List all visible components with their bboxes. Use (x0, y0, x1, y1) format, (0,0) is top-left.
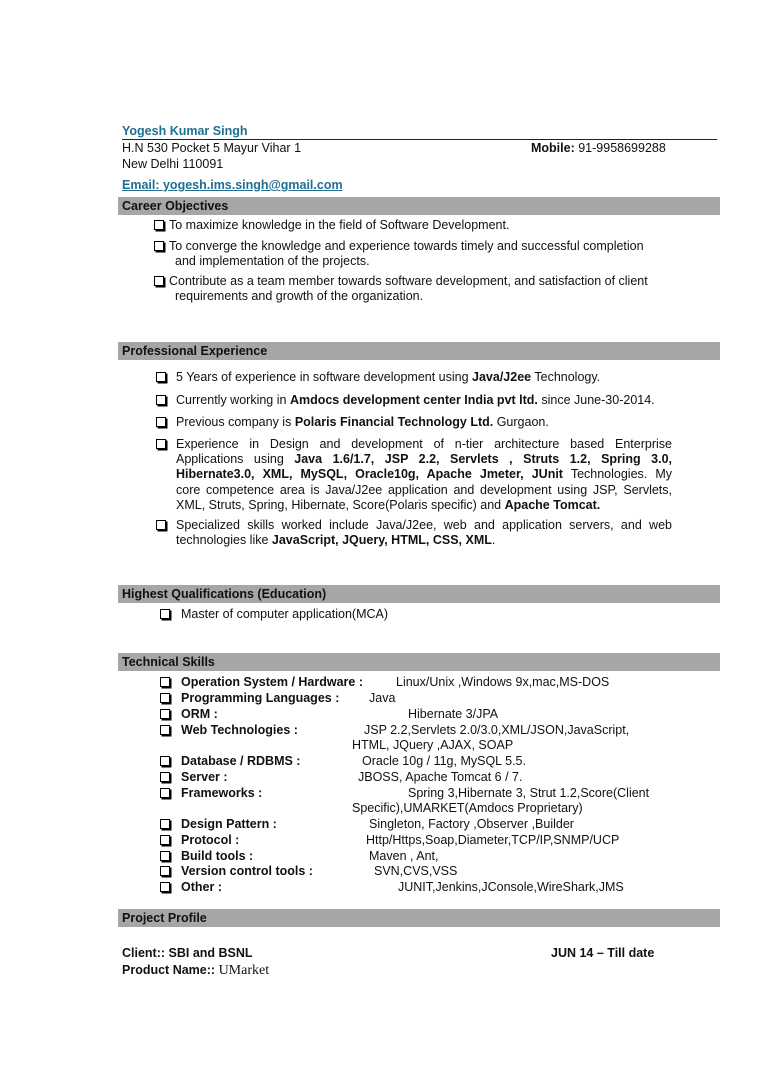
checkbox-bullet-icon (154, 276, 164, 286)
checkbox-bullet-icon (160, 693, 170, 703)
checkbox-bullet-icon (160, 609, 170, 619)
checkbox-bullet-icon (156, 372, 166, 382)
checkbox-bullet-icon (154, 241, 164, 251)
section-professional-experience: Professional Experience (118, 342, 720, 360)
skill-row-web-cont: HTML, JQuery ,AJAX, SOAP (352, 738, 514, 752)
section-project-profile: Project Profile (118, 909, 720, 927)
checkbox-bullet-icon (160, 677, 170, 687)
checkbox-bullet-icon (160, 725, 170, 735)
experience-item-2-text: Currently working in Amdocs development center India pvt ltd. since June-30-2014. (176, 393, 655, 407)
checkbox-bullet-icon (160, 709, 170, 719)
skill-row-web: Web Technologies : JSP 2.2,Servlets 2.0/3.0,XML/JSON,JavaScript, (160, 723, 298, 737)
experience-item-1-text: 5 Years of experience in software development using Java/J2ee Technology. (176, 370, 601, 384)
checkbox-bullet-icon (160, 866, 170, 876)
skill-row-database: Database / RDBMS : Oracle 10g / 11g, MySQL 5.5. (160, 754, 300, 768)
experience-item-4 (156, 437, 171, 451)
checkbox-bullet-icon (154, 220, 164, 230)
checkbox-bullet-icon (160, 882, 170, 892)
checkbox-bullet-icon (160, 835, 170, 845)
checkbox-bullet-icon (156, 417, 166, 427)
experience-item-4-text: Experience in Design and development of n-tier architecture based Enterprise Applications using Java 1.6/1.7, JSP 2.2, Servlets , Struts 1.2, Spring 3.0, Hibernate3.0, XML, MySQL, Oracle10g, Apache Jmeter, JUnit Technologies. My core competence area is Java/J2ee application and development using JSP, Servlets, XML, Struts, Spring, Hibernate, Score(Polaris specific) and Apache Tomcat. (176, 437, 672, 512)
checkbox-bullet-icon (160, 788, 170, 798)
skill-row-os: Operation System / Hardware : Linux/Unix ,Windows 9x,mac,MS-DOS (160, 675, 363, 689)
section-qualifications: Highest Qualifications (Education) (118, 585, 720, 603)
skill-row-languages: Programming Languages : Java (160, 691, 339, 705)
checkbox-bullet-icon (160, 756, 170, 766)
experience-item-2 (156, 393, 171, 407)
checkbox-bullet-icon (160, 851, 170, 861)
skill-row-vcs: Version control tools : SVN,CVS,VSS (160, 864, 313, 878)
skill-row-orm: ORM : Hibernate 3/JPA (160, 707, 218, 721)
experience-item-5 (156, 518, 171, 532)
skill-row-server: Server : JBOSS, Apache Tomcat 6 / 7. (160, 770, 228, 784)
skill-row-build: Build tools : Maven , Ant, (160, 849, 253, 863)
checkbox-bullet-icon (160, 772, 170, 782)
career-item-2-cont: and implementation of the projects. (175, 254, 370, 268)
skill-row-design: Design Pattern : Singleton, Factory ,Observer ,Builder (160, 817, 277, 831)
career-item-1: To maximize knowledge in the field of Software Development. (154, 218, 509, 232)
address-line-2: New Delhi 110091 (122, 157, 224, 171)
email-link[interactable]: Email: yogesh.ims.singh@gmail.com (122, 178, 343, 192)
section-career-objectives: Career Objectives (118, 197, 720, 215)
checkbox-bullet-icon (160, 819, 170, 829)
project-product: Product Name:: UMarket (122, 963, 270, 978)
mobile: Mobile: 91-9958699288 (531, 141, 666, 155)
career-item-2: To converge the knowledge and experience towards timely and successful completion (154, 239, 644, 253)
experience-item-3 (156, 415, 171, 429)
section-technical-skills: Technical Skills (118, 653, 720, 671)
candidate-name: Yogesh Kumar Singh (122, 124, 248, 138)
experience-item-3-text: Previous company is Polaris Financial Technology Ltd. Gurgaon. (176, 415, 549, 429)
experience-item-5-text: Specialized skills worked include Java/J2ee, web and application servers, and web technologies like JavaScript, JQuery, HTML, CSS, XML. (176, 518, 672, 548)
checkbox-bullet-icon (156, 395, 166, 405)
project-client: Client:: SBI and BSNL (122, 946, 253, 960)
career-item-3: Contribute as a team member towards software development, and satisfaction of client (154, 274, 648, 288)
qualification-item: Master of computer application(MCA) (160, 607, 388, 621)
project-date: JUN 14 – Till date (551, 946, 655, 960)
header-divider (122, 139, 717, 140)
skill-row-frameworks-cont: Specific),UMARKET(Amdocs Proprietary) (352, 801, 583, 815)
experience-item-1 (156, 370, 171, 384)
checkbox-bullet-icon (156, 439, 166, 449)
address-line-1: H.N 530 Pocket 5 Mayur Vihar 1 (122, 141, 302, 155)
skill-row-frameworks: Frameworks : Spring 3,Hibernate 3, Strut 1.2,Score(Client (160, 786, 262, 800)
skill-row-protocol: Protocol : Http/Https,Soap,Diameter,TCP/IP,SNMP/UCP (160, 833, 239, 847)
skill-row-other: Other : JUNIT,Jenkins,JConsole,WireShark,JMS (160, 880, 222, 894)
checkbox-bullet-icon (156, 520, 166, 530)
career-item-3-cont: requirements and growth of the organization. (175, 289, 424, 303)
